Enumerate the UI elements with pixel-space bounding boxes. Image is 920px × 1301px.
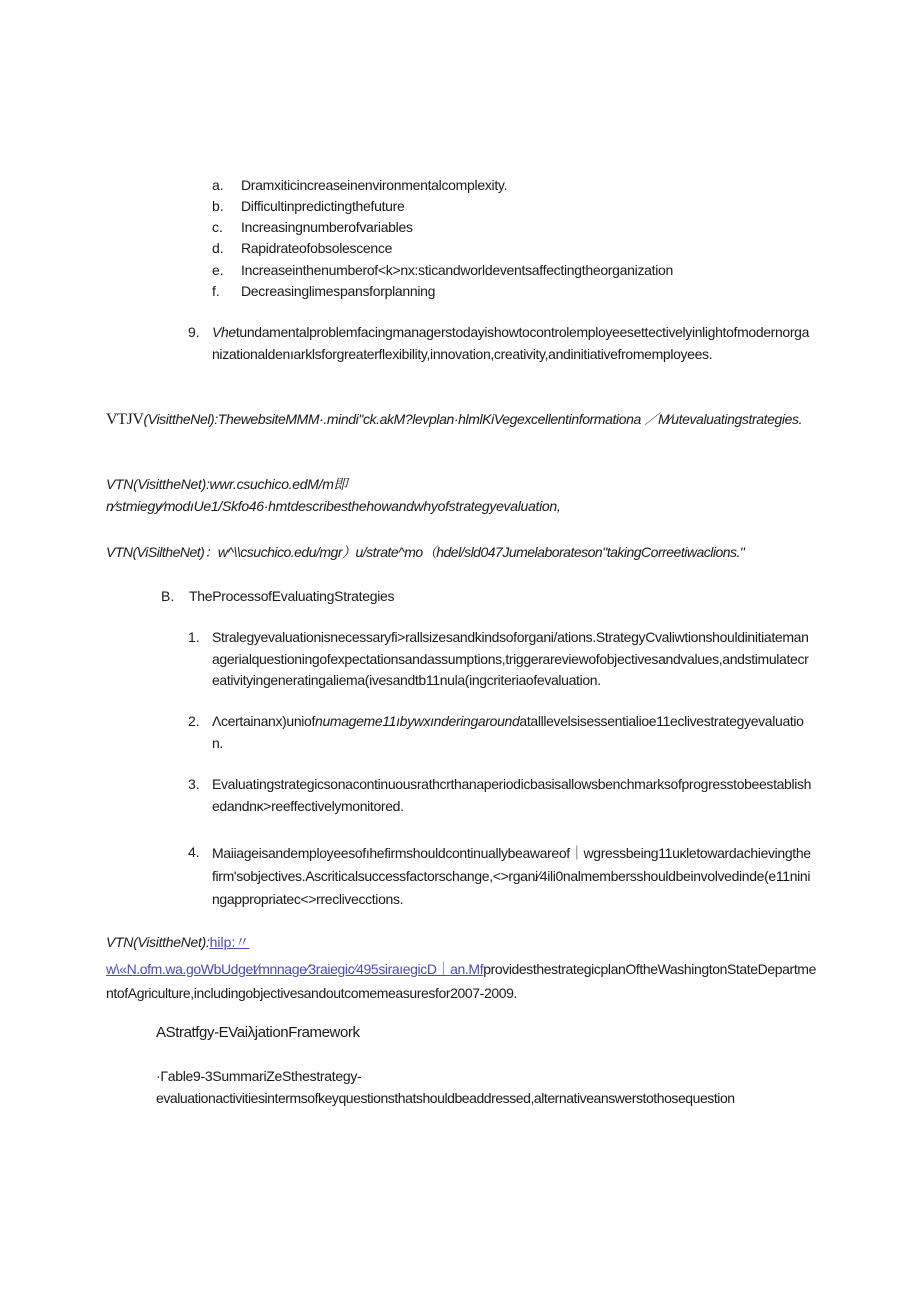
vtn-link-part1[interactable]: hilp:〃 xyxy=(209,934,250,950)
list-text: Increaseinthenumberof<k>nx:sticandworldeventsaffectingtheorganization xyxy=(241,262,673,278)
section-title: TheProcessofEvaluatingStrategies xyxy=(189,588,395,604)
item-part: atalllevelsisessentialioe11eclivestrategyevaluation. xyxy=(212,713,804,751)
vtn-text: providesthestrategicplanOftheWashingtonStateDepartmentofAgriculture,includingobjectivesandoutcomemeasuresfor2007-2009. xyxy=(106,961,816,1001)
list-letter: f. xyxy=(212,283,220,299)
list-item xyxy=(0,283,920,305)
vtn-note-3: VTN(ViSiltheNet)：w^\\csuchico.edu/mgr）u/strate^mo（hdel/sld047Jumelaborateson"takingCorreetiwaclions." xyxy=(106,544,745,560)
list-item xyxy=(0,219,920,241)
vtn-note-2-line1: VTN(VisittheNet):wwr.csuchico.edM/m即 xyxy=(106,476,348,492)
list-letter: b. xyxy=(212,198,224,214)
item-body: tundamentalproblemfacingmanagerstodayishowtocontrolemployeesettectivelyinlightofmodernorganizationaldenıarklsforgreaterflexibility,innovation,creativity,andinitiativefromemployees. xyxy=(212,324,810,362)
item-text: Stralegyevaluationisnecessaryfi>rallsizesandkindsoforgani/ations.StrategyCvaliwtionshouldinitiatemanagerialquestioningofexpectationsandassumptions,triggerareviewofobjectivesandvalues,andstimulatecreativityingeneratingaliema(ivesandtb11nula(ingcriteriaofevaluation. xyxy=(212,629,809,688)
vtn-note-4-line1 xyxy=(106,932,249,952)
list-text: Decreasinglimespansforplanning xyxy=(241,283,436,299)
list-letter: a. xyxy=(212,177,224,193)
vtn-text: (VisittheNel):ThewebsiteMMM·.mindi"ck.akM?levplan·hlmlKiVegexcellentinformationa ／M∕utevaluatingstrategies. xyxy=(143,411,803,427)
list-text: Dramxiticincreaseinenvironmentalcomplexity. xyxy=(241,177,508,193)
table-note-line1: ·Γable9-3SummariZeSthestrategy- xyxy=(156,1068,362,1084)
item-number: 9. xyxy=(188,324,200,340)
item-lead: Vhe xyxy=(212,324,236,340)
list-text: Rapidrateofobsolescence xyxy=(241,240,393,256)
list-item xyxy=(0,177,920,199)
item-number: 3. xyxy=(188,776,200,792)
item-part-italic: numageme11ıbywxınderingaround xyxy=(315,713,520,729)
table-note-line2: evaluationactivitiesintermsofkeyquestionsthatshouldbeaddressed,alternativeanswerstothosequestion xyxy=(156,1090,735,1106)
item-text: Maiiageisandemployeesofıhefirmshouldcontinuallybeawareof｜wgressbeing11uκletowardachievingthefirm'sobjectives.Ascriticalsuccessfactorschange,<>rgani∕4ili0nalmembersshouldbeinvolvedinde(e11niningappropriatec<>rreclivecctions. xyxy=(212,845,811,907)
list-item xyxy=(0,240,920,262)
list-item xyxy=(0,262,920,284)
item-text xyxy=(212,322,812,365)
item-number: 4. xyxy=(188,844,200,860)
list-text: Increasingnumberofvariables xyxy=(241,219,413,235)
list-letter: d. xyxy=(212,240,224,256)
list-letter: e. xyxy=(212,262,224,278)
framework-heading: AStratfgy-EVaiλjationFramework xyxy=(156,1024,360,1041)
list-item xyxy=(0,198,920,220)
vtn-link-part2[interactable]: w\«N.ofm.wa.goWbUdget∕mnnage∕3raiegic∕495siraıegicD｜an.Mf xyxy=(106,961,484,977)
vtn-label: VTN(VisittheNet): xyxy=(106,934,210,950)
section-letter: B. xyxy=(161,588,175,604)
vtn-note-4-body xyxy=(106,957,818,1005)
list-letter: c. xyxy=(212,219,223,235)
item-number: 1. xyxy=(188,629,200,645)
item-text: Evaluatingstrategicsonacontinuousrathcrthanaperiodicbasisallowsbenchmarksofprogresstobeestablishedandnκ>reeffectivelymonitored. xyxy=(212,776,812,814)
list-text: Difficultinpredictingthefuture xyxy=(241,198,405,214)
vtn-note-1 xyxy=(106,408,818,431)
vtn-prefix: VTJV xyxy=(106,411,144,428)
item-number: 2. xyxy=(188,713,200,729)
item-part: Λcertainanx)uniof xyxy=(212,713,316,729)
vtn-note-2-line2: n∕stmiegy∕modıUe1/Skfo46·hmtdescribesthehowandwhyofstrategyevaluation, xyxy=(106,498,561,514)
item-text xyxy=(212,711,812,754)
